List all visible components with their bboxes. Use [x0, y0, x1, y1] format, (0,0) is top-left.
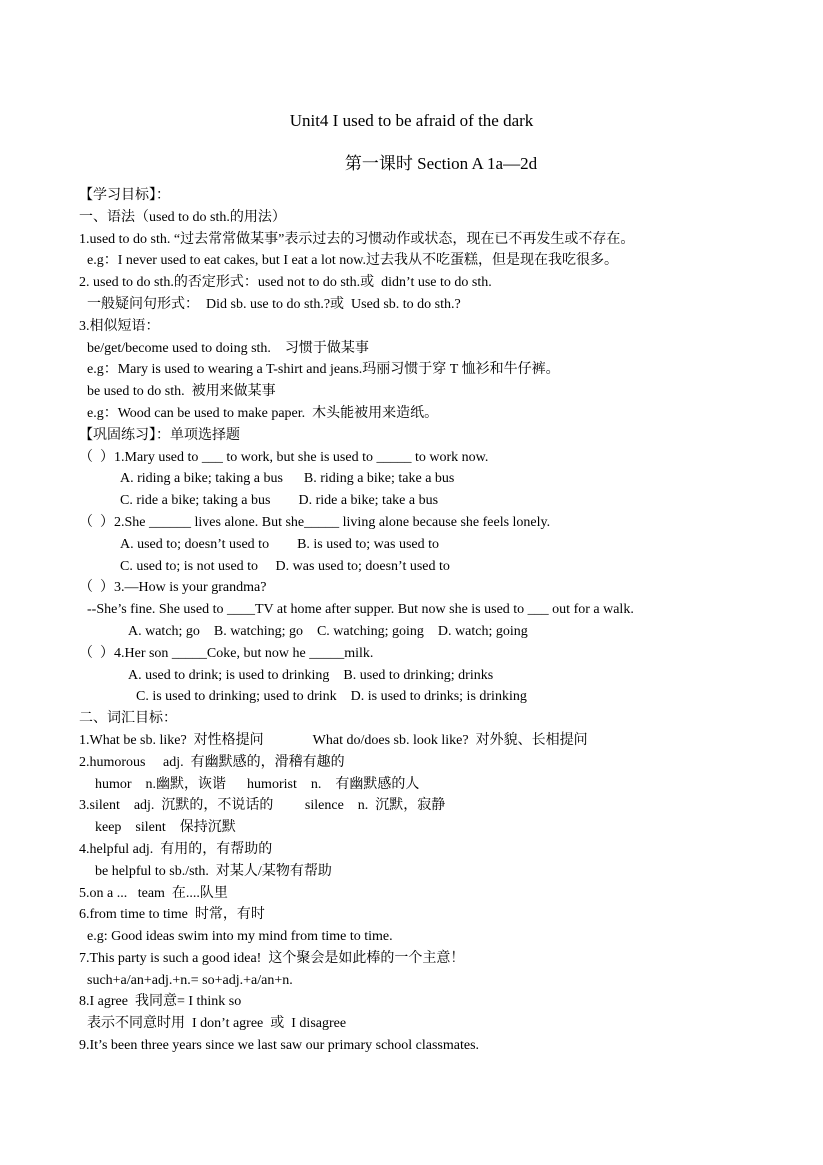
text-line: C. used to; is not used to D. was used to; doesn’t used to	[120, 558, 450, 574]
text-line: 4.helpful adj. 有用的，有帮助的	[79, 841, 273, 857]
text-line: 7.This party is such a good idea! 这个聚会是如此棒的一个主意！	[79, 950, 465, 966]
text-line: e.g: Good ideas swim into my mind from time to time.	[87, 929, 393, 945]
document-body	[79, 185, 819, 1057]
text-line: 1.used to do sth. “过去常常做某事”表示过去的习惯动作或状态，现在已不再发生或不存在。	[79, 231, 635, 247]
text-line: 2. used to do sth.的否定形式：used not to do sth.或 didn’t use to do sth.	[79, 275, 492, 291]
text-line: C. is used to drinking; used to drink D. is used to drinks; is drinking	[136, 689, 527, 705]
text-line: such+a/an+adj.+n.= so+adj.+a/an+n.	[87, 972, 293, 988]
text-line: e.g：Mary is used to wearing a T-shirt and jeans.玛丽习惯于穿 T 恤衫和牛仔裤。	[87, 362, 560, 378]
text-line: 8.I agree 我同意= I think so	[79, 994, 242, 1010]
text-line: humor n.幽默，诙谐 humorist n. 有幽默感的人	[95, 776, 420, 792]
text-line: 1.What be sb. like? 对性格提问 What do/does sb. look like? 对外貌、长相提问	[79, 732, 588, 748]
text-line: （ ）4.Her son _____Coke, but now he _____milk.	[79, 645, 374, 661]
text-line: 【学习目标】：	[79, 188, 170, 203]
text-line: A. riding a bike; taking a bus B. riding a bike; take a bus	[120, 471, 455, 487]
text-line: 一、语法（used to do sth.的用法）	[79, 209, 286, 225]
text-line: e.g：I never used to eat cakes, but I eat a lot now.过去我从不吃蛋糕，但是现在我吃很多。	[87, 253, 618, 269]
text-line: 一般疑问句形式： Did sb. use to do sth.?或 Used sb. to do sth.?	[87, 296, 461, 312]
text-line: （ ）1.Mary used to ___ to work, but she is used to _____ to work now.	[79, 449, 489, 465]
text-line: 表示不同意时用 I don’t agree 或 I disagree	[87, 1016, 347, 1032]
text-line: 【巩固练习】：单项选择题	[79, 427, 240, 443]
text-line: 3.silent adj. 沉默的，不说话的 silence n. 沉默，寂静	[79, 798, 446, 814]
text-line: be used to do sth. 被用来做某事	[87, 384, 276, 400]
text-line: （ ）2.She ______ lives alone. But she_____ living alone because she feels lonely.	[79, 514, 551, 530]
text-line: keep silent 保持沉默	[95, 820, 236, 836]
document-title: Unit4 I used to be afraid of the dark	[289, 111, 534, 130]
lesson-subtitle: 第一课时 Section A 1a—2d	[344, 154, 538, 173]
text-line: 6.from time to time 时常，有时	[79, 907, 265, 923]
text-line: be/get/become used to doing sth. 习惯于做某事	[87, 340, 369, 356]
text-line: 9.It’s been three years since we last saw our primary school classmates.	[79, 1038, 480, 1054]
text-line: （ ）3.—How is your grandma?	[79, 580, 267, 596]
text-line: 5.on a ... team 在....队里	[79, 885, 228, 901]
text-line: 3.相似短语：	[79, 318, 160, 334]
text-line: A. used to; doesn’t used to B. is used to; was used to	[120, 536, 440, 552]
text-line: --She’s fine. She used to ____TV at home after supper. But now she is used to ___ out for a walk.	[87, 602, 634, 618]
text-line: e.g：Wood can be used to make paper. 木头能被用来造纸。	[87, 405, 439, 421]
text-line: C. ride a bike; taking a bus D. ride a bike; take a bus	[120, 493, 439, 509]
text-line: 2.humorous adj. 有幽默感的，滑稽有趣的	[79, 754, 345, 770]
text-line: be helpful to sb./sth. 对某人/某物有帮助	[95, 863, 332, 879]
text-line: A. used to drink; is used to drinking B. used to drinking; drinks	[128, 667, 494, 683]
text-line: A. watch; go B. watching; go C. watching; going D. watch; going	[128, 623, 528, 639]
text-line: 二、词汇目标：	[79, 711, 177, 727]
